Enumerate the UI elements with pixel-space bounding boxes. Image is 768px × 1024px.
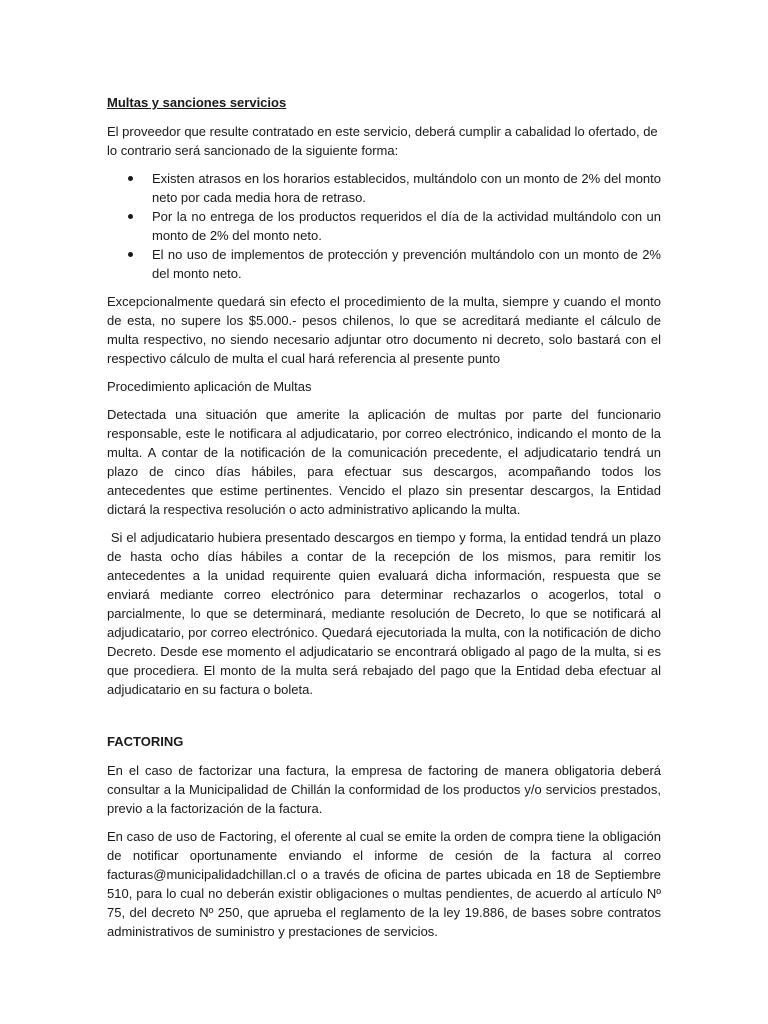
list-item (107, 169, 661, 207)
list-item-text: El no uso de implementos de protección y prevención multándolo con un monto de 2% del monto neto. (152, 247, 661, 281)
factoring-paragraph-1: En el caso de factorizar una factura, la empresa de factoring de manera obligatoria deberá consultar a la Municipalidad de Chillán la conformidad de los productos y/o servicios prestados, previo a la factorización de la factura. (107, 763, 661, 816)
section-title-factoring: FACTORING (107, 734, 184, 749)
factoring-paragraph-2: En caso de uso de Factoring, el oferente al cual se emite la orden de compra tiene la obligación de notificar oportunamente enviando el informe de cesión de la factura al correo facturas@municipalidadchillan.cl o a través de oficina de partes ubicada en 18 de Septiembre 510, para lo cual no deberán existir obligaciones o multas pendientes, de acuerdo al artículo Nº 75, del decreto Nº 250, que aprueba el reglamento de la ley 19.886, de bases sobre contratos administrativos de suministro y prestaciones de servicios. (107, 829, 661, 939)
procedure-paragraph-1: Detectada una situación que amerite la aplicación de multas por parte del funcionario responsable, este le notificara al adjudicatario, por correo electrónico, indicando el monto de la multa. A contar de la notificación de la comunicación precedente, el adjudicatario tendrá un plazo de cinco días hábiles, para efectuar sus descargos, acompañando todos los antecedentes que estime pertinentes. Vencido el plazo sin presentar descargos, la Entidad dictará la respectiva resolución o acto administrativo aplicando la multa. (107, 407, 661, 517)
bullet-icon (128, 252, 133, 257)
section-spacer (107, 708, 661, 732)
intro-paragraph: El proveedor que resulte contratado en este servicio, deberá cumplir a cabalidad lo ofertado, de lo contrario será sancionado de la siguiente forma: (107, 124, 658, 158)
document-page (107, 93, 661, 950)
section-title-multas: Multas y sanciones servicios (107, 95, 287, 110)
list-item-text: Por la no entrega de los productos requeridos el día de la actividad multándolo con un monto de 2% del monto neto. (152, 209, 661, 243)
section-title-procedimiento: Procedimiento aplicación de Multas (107, 379, 312, 394)
procedure-paragraph-2-text: Si el adjudicatario hubiera presentado descargos en tiempo y forma, la entidad tendrá un plazo de hasta ocho días hábiles a contar de la recepción de los mismos, para remitir los antecedentes a la unidad requirente quien evaluará dicha información, respuesta que se enviará mediante correo electrónico para determinar rechazarlos o acogerlos, total o parcialmente, lo que se determinará, mediante resolución de Decreto, lo que se notificará al adjudicatario, por correo electrónico. Quedará ejecutoriada la multa, con la notificación de dicho Decreto. Desde ese momento el adjudicatario se encontrará obligado al pago de la multa, si es que procediera. El monto de la multa será rebajado del pago que la Entidad deba efectuar al adjudicatario en su factura o boleta. (107, 530, 661, 697)
list-item-text: Existen atrasos en los horarios establecidos, multándolo con un monto de 2% del monto neto por cada media hora de retraso. (152, 171, 661, 205)
bullet-icon (128, 176, 133, 181)
list-item (107, 207, 661, 245)
penalty-list (107, 169, 661, 283)
procedure-paragraph-2 (107, 528, 661, 699)
list-item (107, 245, 661, 283)
bullet-icon (128, 214, 133, 219)
exception-paragraph: Excepcionalmente quedará sin efecto el procedimiento de la multa, siempre y cuando el monto de esta, no supere los $5.000.- pesos chilenos, lo que se acreditará mediante el cálculo de multa respectivo, no siendo necesario adjuntar otro documento ni decreto, solo bastará con el respectivo cálculo de multa el cual hará referencia al presente punto (107, 294, 661, 366)
